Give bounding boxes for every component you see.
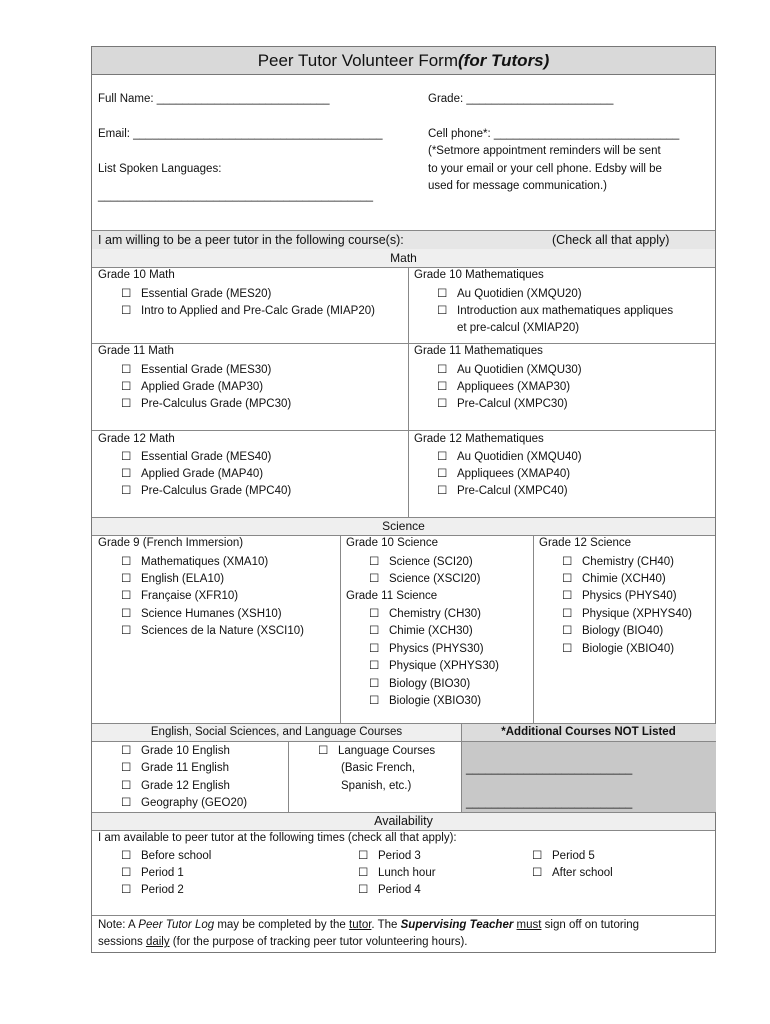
checkbox-item[interactable]: ☐ Biology (BIO30) — [369, 678, 471, 690]
checkbox-item[interactable]: ☐ Pre-Calcul (XMPC40) — [437, 485, 568, 497]
checkbox-item[interactable]: ☐ Appliquees (XMAP40) — [437, 468, 571, 480]
checkbox-item[interactable]: ☐ Science Humanes (XSH10) — [121, 608, 282, 620]
setmore-note-line-3: used for message communication.) — [428, 180, 607, 192]
grade-field[interactable]: Grade: _______________________ — [428, 93, 614, 105]
checkbox-item[interactable]: ☐ Applied Grade (MAP40) — [121, 468, 264, 480]
availability-intro: I am available to peer tutor at the following times (check all that apply): — [98, 832, 457, 844]
checkbox-item[interactable]: ☐ Grade 10 English — [121, 745, 230, 757]
checkbox-item[interactable]: ☐ Essential Grade (MES20) — [121, 288, 272, 300]
checkbox-item[interactable]: ☐ Biology (BIO40) — [562, 625, 664, 637]
checkbox-item[interactable]: ☐ Essential Grade (MES30) — [121, 364, 272, 376]
courses-header: I am willing to be a peer tutor in the following course(s): (Check all that apply) — [92, 230, 715, 250]
grade11-mathematiques-heading: Grade 11 Mathematiques — [414, 345, 543, 357]
checkbox-item[interactable]: ☐ Grade 11 English — [121, 762, 230, 774]
checkbox-item[interactable]: ☐ After school — [532, 867, 613, 879]
checkbox-item[interactable]: ☐ Period 1 — [121, 867, 184, 879]
science-section-title: Science — [92, 518, 715, 536]
checkbox-item[interactable]: ☐ Intro to Applied and Pre-Calc Grade (MIAP20) — [121, 305, 375, 317]
checkbox-item[interactable]: ☐ Appliquees (XMAP30) — [437, 381, 571, 393]
additional-course-line[interactable]: __________________________ — [466, 763, 633, 775]
checkbox-item[interactable]: ☐ Applied Grade (MAP30) — [121, 381, 264, 393]
checkbox-item[interactable]: ☐ Before school — [121, 850, 212, 862]
language-courses-detail: Spanish, etc.) — [341, 780, 412, 792]
setmore-note-line-2: to your email or your cell phone. Edsby will be — [428, 163, 662, 175]
checkbox-item-continued: et pre-calcul (XMIAP20) — [457, 322, 580, 334]
checkbox-item[interactable]: ☐ Biologie (XBIO40) — [562, 643, 675, 655]
checkbox-item[interactable]: ☐ Française (XFR10) — [121, 590, 239, 602]
language-courses-detail: (Basic French, — [341, 762, 416, 774]
checkbox-item[interactable]: ☐ Mathematiques (XMA10) — [121, 556, 269, 568]
languages-field[interactable]: ___________________________________________ — [98, 190, 374, 202]
setmore-note-line-1: (*Setmore appointment reminders will be sent — [428, 145, 661, 157]
availability-title: Availability — [92, 813, 715, 831]
checkbox-item[interactable]: ☐ Chimie (XCH40) — [562, 573, 666, 585]
checkbox-item[interactable]: ☐ Grade 12 English — [121, 780, 230, 792]
languages-label: List Spoken Languages: — [98, 163, 222, 175]
checkbox-item[interactable]: ☐ Introduction aux mathematiques appliques — [437, 305, 674, 317]
grade12-science-heading: Grade 12 Science — [539, 537, 632, 549]
checkbox-item[interactable]: ☐ Science (SCI20) — [369, 556, 473, 568]
cell-phone-field[interactable]: Cell phone*: _____________________________ — [428, 128, 680, 140]
checkbox-item[interactable]: ☐ Pre-Calculus Grade (MPC30) — [121, 398, 292, 410]
grade11-math-heading: Grade 11 Math — [98, 345, 174, 357]
grade10-math-heading: Grade 10 Math — [98, 269, 175, 281]
full-name-field[interactable]: Full Name: ___________________________ — [98, 93, 330, 105]
note-line-2: sessions daily (for the purpose of tracking peer tutor volunteering hours). — [98, 936, 468, 948]
checkbox-item[interactable]: ☐ Essential Grade (MES40) — [121, 451, 272, 463]
grade12-mathematiques-heading: Grade 12 Mathematiques — [414, 433, 544, 445]
peer-tutor-form — [91, 46, 716, 953]
grade12-math-heading: Grade 12 Math — [98, 433, 175, 445]
checkbox-item[interactable]: ☐ Sciences de la Nature (XSCI10) — [121, 625, 304, 637]
checkbox-item[interactable]: ☐ Physique (XPHYS30) — [369, 660, 499, 672]
note-line-1: Note: A Peer Tutor Log may be completed by the tutor. The Supervising Teacher must sign off on tutoring — [98, 919, 640, 931]
checkbox-item[interactable]: ☐ Period 4 — [358, 884, 421, 896]
math-section-title: Math — [92, 249, 715, 268]
english-section-title: English, Social Sciences, and Language Courses — [92, 724, 461, 742]
checkbox-item[interactable]: ☐ Au Quotidien (XMQU40) — [437, 451, 582, 463]
checkbox-item[interactable]: ☐ Au Quotidien (XMQU20) — [437, 288, 582, 300]
additional-courses-title: *Additional Courses NOT Listed — [461, 724, 716, 742]
checkbox-item[interactable]: ☐ Pre-Calculus Grade (MPC40) — [121, 485, 292, 497]
checkbox-item[interactable]: ☐ Science (XSCI20) — [369, 573, 481, 585]
checkbox-item[interactable]: ☐ Geography (GEO20) — [121, 797, 248, 809]
checkbox-item[interactable]: ☐ Lunch hour — [358, 867, 436, 879]
checkbox-item[interactable]: ☐ Language Courses — [318, 745, 436, 757]
grade11-science-heading: Grade 11 Science — [346, 590, 438, 602]
checkbox-item[interactable]: ☐ Chimie (XCH30) — [369, 625, 473, 637]
grade10-science-heading: Grade 10 Science — [346, 537, 439, 549]
checkbox-item[interactable]: ☐ Physics (PHYS30) — [369, 643, 484, 655]
checkbox-item[interactable]: ☐ Period 2 — [121, 884, 184, 896]
grade9-science-heading: Grade 9 (French Immersion) — [98, 537, 244, 549]
checkbox-item[interactable]: ☐ Physique (XPHYS40) — [562, 608, 692, 620]
form-title: Peer Tutor Volunteer Form (for Tutors) — [92, 47, 715, 75]
email-field[interactable]: Email: _______________________________________ — [98, 128, 383, 140]
checkbox-item[interactable]: ☐ Chemistry (CH30) — [369, 608, 482, 620]
checkbox-item[interactable]: ☐ Au Quotidien (XMQU30) — [437, 364, 582, 376]
grade10-mathematiques-heading: Grade 10 Mathematiques — [414, 269, 544, 281]
checkbox-item[interactable]: ☐ Physics (PHYS40) — [562, 590, 677, 602]
checkbox-item[interactable]: ☐ Period 3 — [358, 850, 421, 862]
checkbox-item[interactable]: ☐ Period 5 — [532, 850, 595, 862]
checkbox-item[interactable]: ☐ English (ELA10) — [121, 573, 225, 585]
checkbox-item[interactable]: ☐ Chemistry (CH40) — [562, 556, 675, 568]
checkbox-item[interactable]: ☐ Pre-Calcul (XMPC30) — [437, 398, 568, 410]
checkbox-item[interactable]: ☐ Biologie (XBIO30) — [369, 695, 482, 707]
additional-course-line[interactable]: __________________________ — [466, 797, 633, 809]
